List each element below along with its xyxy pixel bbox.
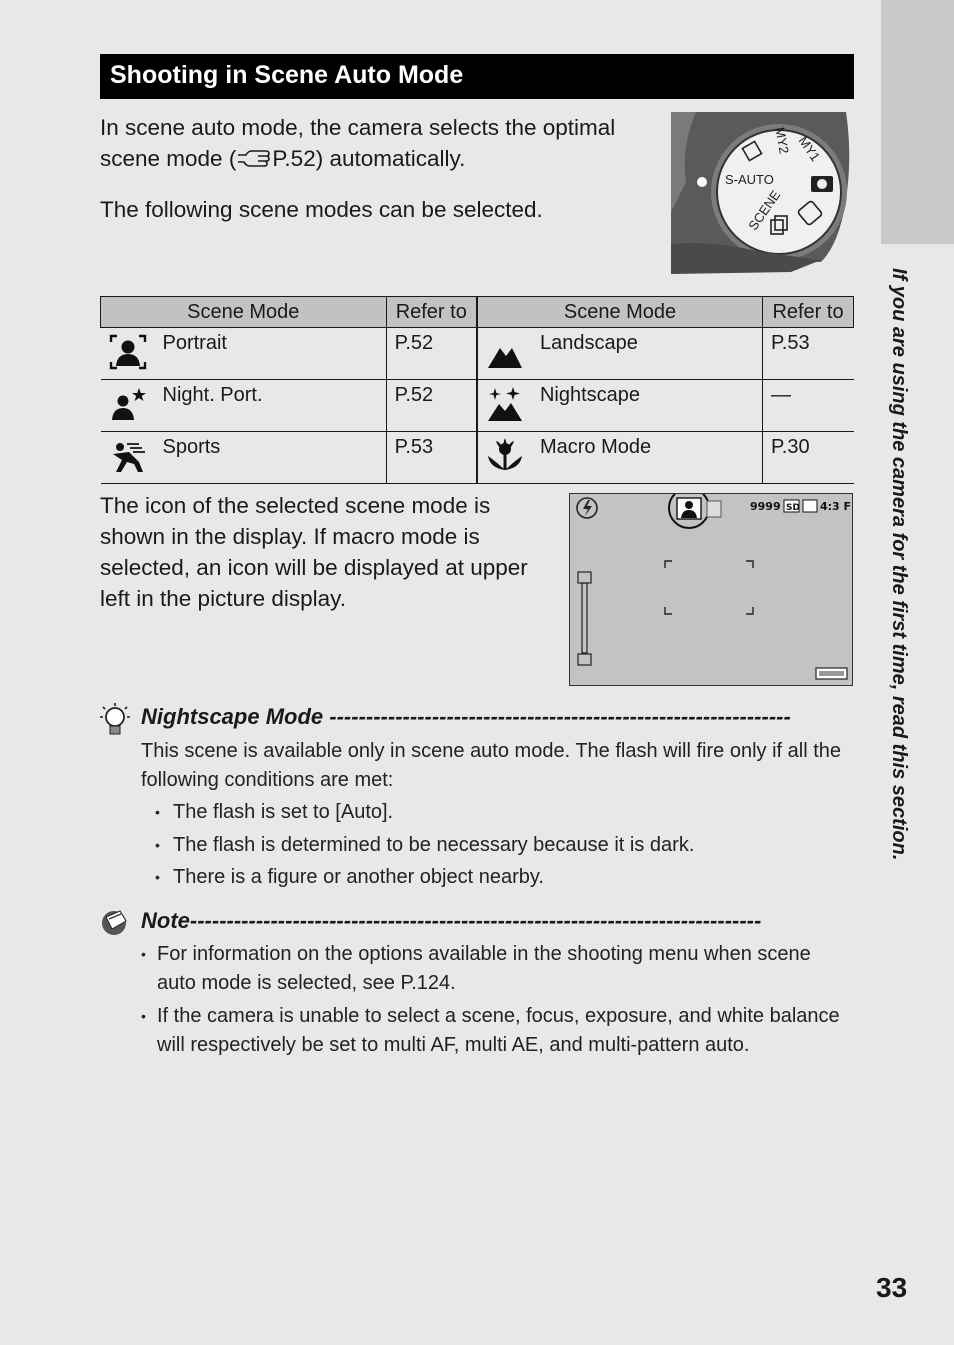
page-number: 33 [876,1272,908,1303]
list-item: • There is a figure or another object nearby. [141,863,854,896]
zoom-wide-icon [578,654,591,665]
list-item: • If the camera is unable to select a scene, focus, exposure, and white balance will respectively be set to multi AF, multi AE, and multi-pattern auto. [141,1002,854,1060]
mode-reference: P.52 [386,380,477,432]
table-header-row [101,297,854,328]
sports-icon [109,438,147,474]
card-label: SD [786,503,800,513]
focus-frame [665,561,753,614]
scene-mode-table [100,296,854,484]
mode-reference: P.30 [763,432,854,484]
mode-reference: P.53 [386,432,477,484]
hint-body [141,737,854,896]
list-item: • The flash is determined to be necessary because it is dark. [141,831,854,864]
mode-reference: P.53 [763,328,854,380]
mode-reference: — [763,380,854,432]
dial-scene: SCENE [745,187,784,233]
table-row [101,380,854,432]
portrait-icon [109,334,147,370]
header-scene-mode: Scene Mode [101,297,387,328]
header-refer-to: Refer to [763,297,854,328]
mode-dial-image [671,112,852,274]
note-heading [141,908,854,934]
section-title-bar [100,54,854,99]
camera-display-image [569,493,853,686]
note-body [141,940,854,1064]
nightscape-icon [486,386,524,422]
mode-reference: P.52 [386,328,477,380]
display-description: The icon of the selected scene mode is shown in the display. If macro mode is selected, an icon will be displayed at upper left in the picture display. [100,493,528,611]
hint-paragraph: This scene is available only in scene auto mode. The flash will fire only if all the following conditions are met: [141,740,841,791]
mode-name: Nightscape [539,384,641,406]
dial-my2: MY2 [772,125,792,155]
header-refer-to: Refer to [386,297,477,328]
mode-name: Macro Mode [539,436,652,458]
dial-my1: MY1 [795,133,824,165]
landscape-icon [486,334,524,370]
scene-auto-tab-icon [707,501,721,517]
mode-name: Sports [162,436,221,458]
portrait-mode-indicator-icon [677,498,701,519]
dial-sauto: S-AUTO [725,172,774,187]
mode-name: Night. Port. [162,384,263,406]
intro-text [100,112,660,225]
chapter-tab [881,0,954,244]
header-scene-mode: Scene Mode [477,297,763,328]
note-title: Note [141,908,190,933]
image-size-icon [803,500,817,512]
intro-line1-start: In scene auto mode, the camera selects the optimal scene mode ( [100,115,616,171]
zoom-bar [582,583,587,653]
section-title: Shooting in Scene Auto Mode [110,61,464,89]
hint-list [141,798,854,896]
list-item: • The flash is set to [Auto]. [141,798,854,831]
chapter-side-text: If you are using the camera for the first time, read this section. [888,268,910,861]
note-list [141,940,854,1060]
mode-name: Portrait [162,332,227,354]
hint-lightbulb-icon [100,702,130,738]
camera-display-graphic [570,494,852,685]
mode-name: Landscape [539,332,638,354]
reference-hand-icon [236,147,272,169]
macro-icon [486,438,524,474]
table-row [101,328,854,380]
zoom-tele-icon [578,572,591,583]
table-row [101,432,854,484]
hint-heading [141,704,854,730]
hint-dashes: --------------------------------------------------------------- [329,704,791,729]
note-dashes: ------------------------------------------------------------------------------ [189,908,762,933]
hint-title: Nightscape Mode [141,704,324,729]
note-pencil-icon [100,907,130,937]
list-item: • For information on the options available in the shooting menu when scene auto mode is selected, see P.124. [141,940,854,998]
night-portrait-icon [109,386,147,422]
shot-counter: 9999 [750,500,781,513]
intro-line2: The following scene modes can be selected. [100,197,543,222]
aspect-label: 4:3 F [820,500,852,513]
intro-line1-ref: P.52) automatically. [272,146,466,171]
